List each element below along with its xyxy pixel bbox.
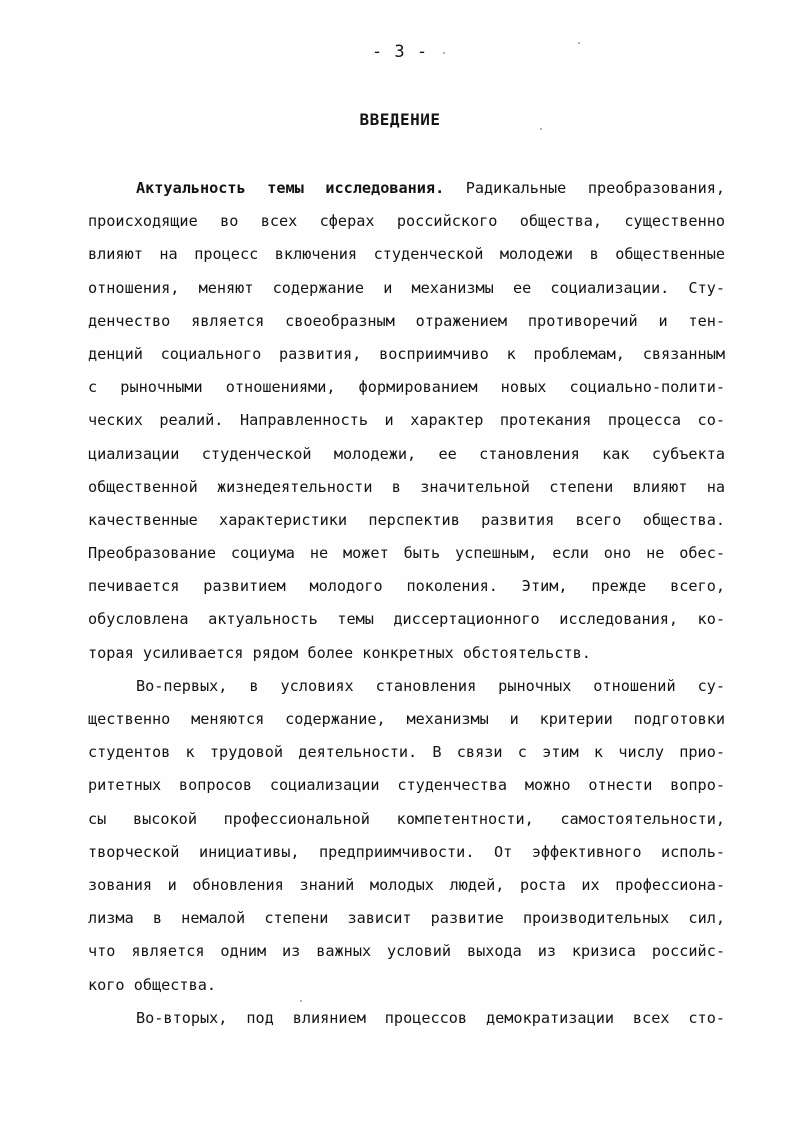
text-line: отношения, меняют содержание и механизмы ее социализации. Сту-	[88, 278, 725, 297]
scan-speck	[300, 1000, 302, 1002]
text-line: лизма в немалой степени зависит развитие производительных сил,	[88, 909, 725, 928]
text-line: обусловлена актуальность темы диссертационного исследования, ко-	[88, 610, 725, 629]
text-line	[88, 177, 725, 210]
scan-speck	[540, 128, 542, 130]
text-line: щественно меняются содержание, механизмы и критерии подготовки	[88, 710, 725, 728]
text-line: ческих реалий. Направленность и характер протекания процесса со-	[88, 411, 725, 430]
text-line: зования и обновления знаний молодых людей, роста их профессиона-	[88, 875, 725, 894]
text-line: качественные характеристики перспектив развития всего общества.	[88, 510, 725, 529]
text-line: Во-первых, в условиях становления рыночных отношений су-	[136, 676, 725, 695]
text-line: денчество является своеобразным отражением противоречий и тен-	[88, 311, 725, 330]
text-line: влияют на процесс включения студенческой молодежи в общественные	[88, 245, 725, 264]
text-line: Во-вторых, под влиянием процессов демократизации всех сто-	[136, 1008, 725, 1027]
text-line: происходящие во всех сферах российского общества, существенно	[88, 212, 725, 231]
scan-speck	[578, 42, 580, 44]
text-line: сы высокой профессиональной компетентности, самостоятельности,	[88, 809, 725, 828]
text-line: печивается развитием молодого поколения. Этим, прежде всего,	[88, 577, 725, 596]
text-line: ритетных вопросов социализации студенчества можно отнести вопро-	[88, 776, 725, 795]
section-heading: ВВЕДЕНИЕ	[359, 110, 441, 129]
text-line: кого общества.	[88, 975, 217, 994]
body-text	[88, 177, 725, 1040]
text-line: с рыночными отношениями, формированием новых социально-полити-	[88, 378, 725, 397]
paragraph-lead: Актуальность темы исследования.	[136, 179, 445, 197]
text-line: что является одним из важных условий выхода из кризиса российс-	[88, 942, 725, 961]
text-line: общественной жизнедеятельности в значительной степени влияют на	[88, 477, 725, 496]
text-line: торая усиливается рядом более конкретных обстоятельств.	[88, 643, 591, 662]
text-line: Преобразование социума не может быть успешным, если оно не обес-	[88, 544, 725, 563]
text-line: циализации студенческой молодежи, ее становления как субъекта	[88, 444, 725, 463]
text-line: студентов к трудовой деятельности. В связи с этим к числу прио-	[88, 743, 725, 762]
text-line-content: Радикальные преобразования,	[444, 179, 725, 197]
text-line: творческой инициативы, предприимчивости. От эффективного исполь-	[88, 842, 725, 861]
page-number: - 3 -	[371, 42, 429, 62]
scan-speck	[443, 52, 445, 54]
text-line: денций социального развития, восприимчиво к проблемам, связанным	[88, 344, 725, 363]
